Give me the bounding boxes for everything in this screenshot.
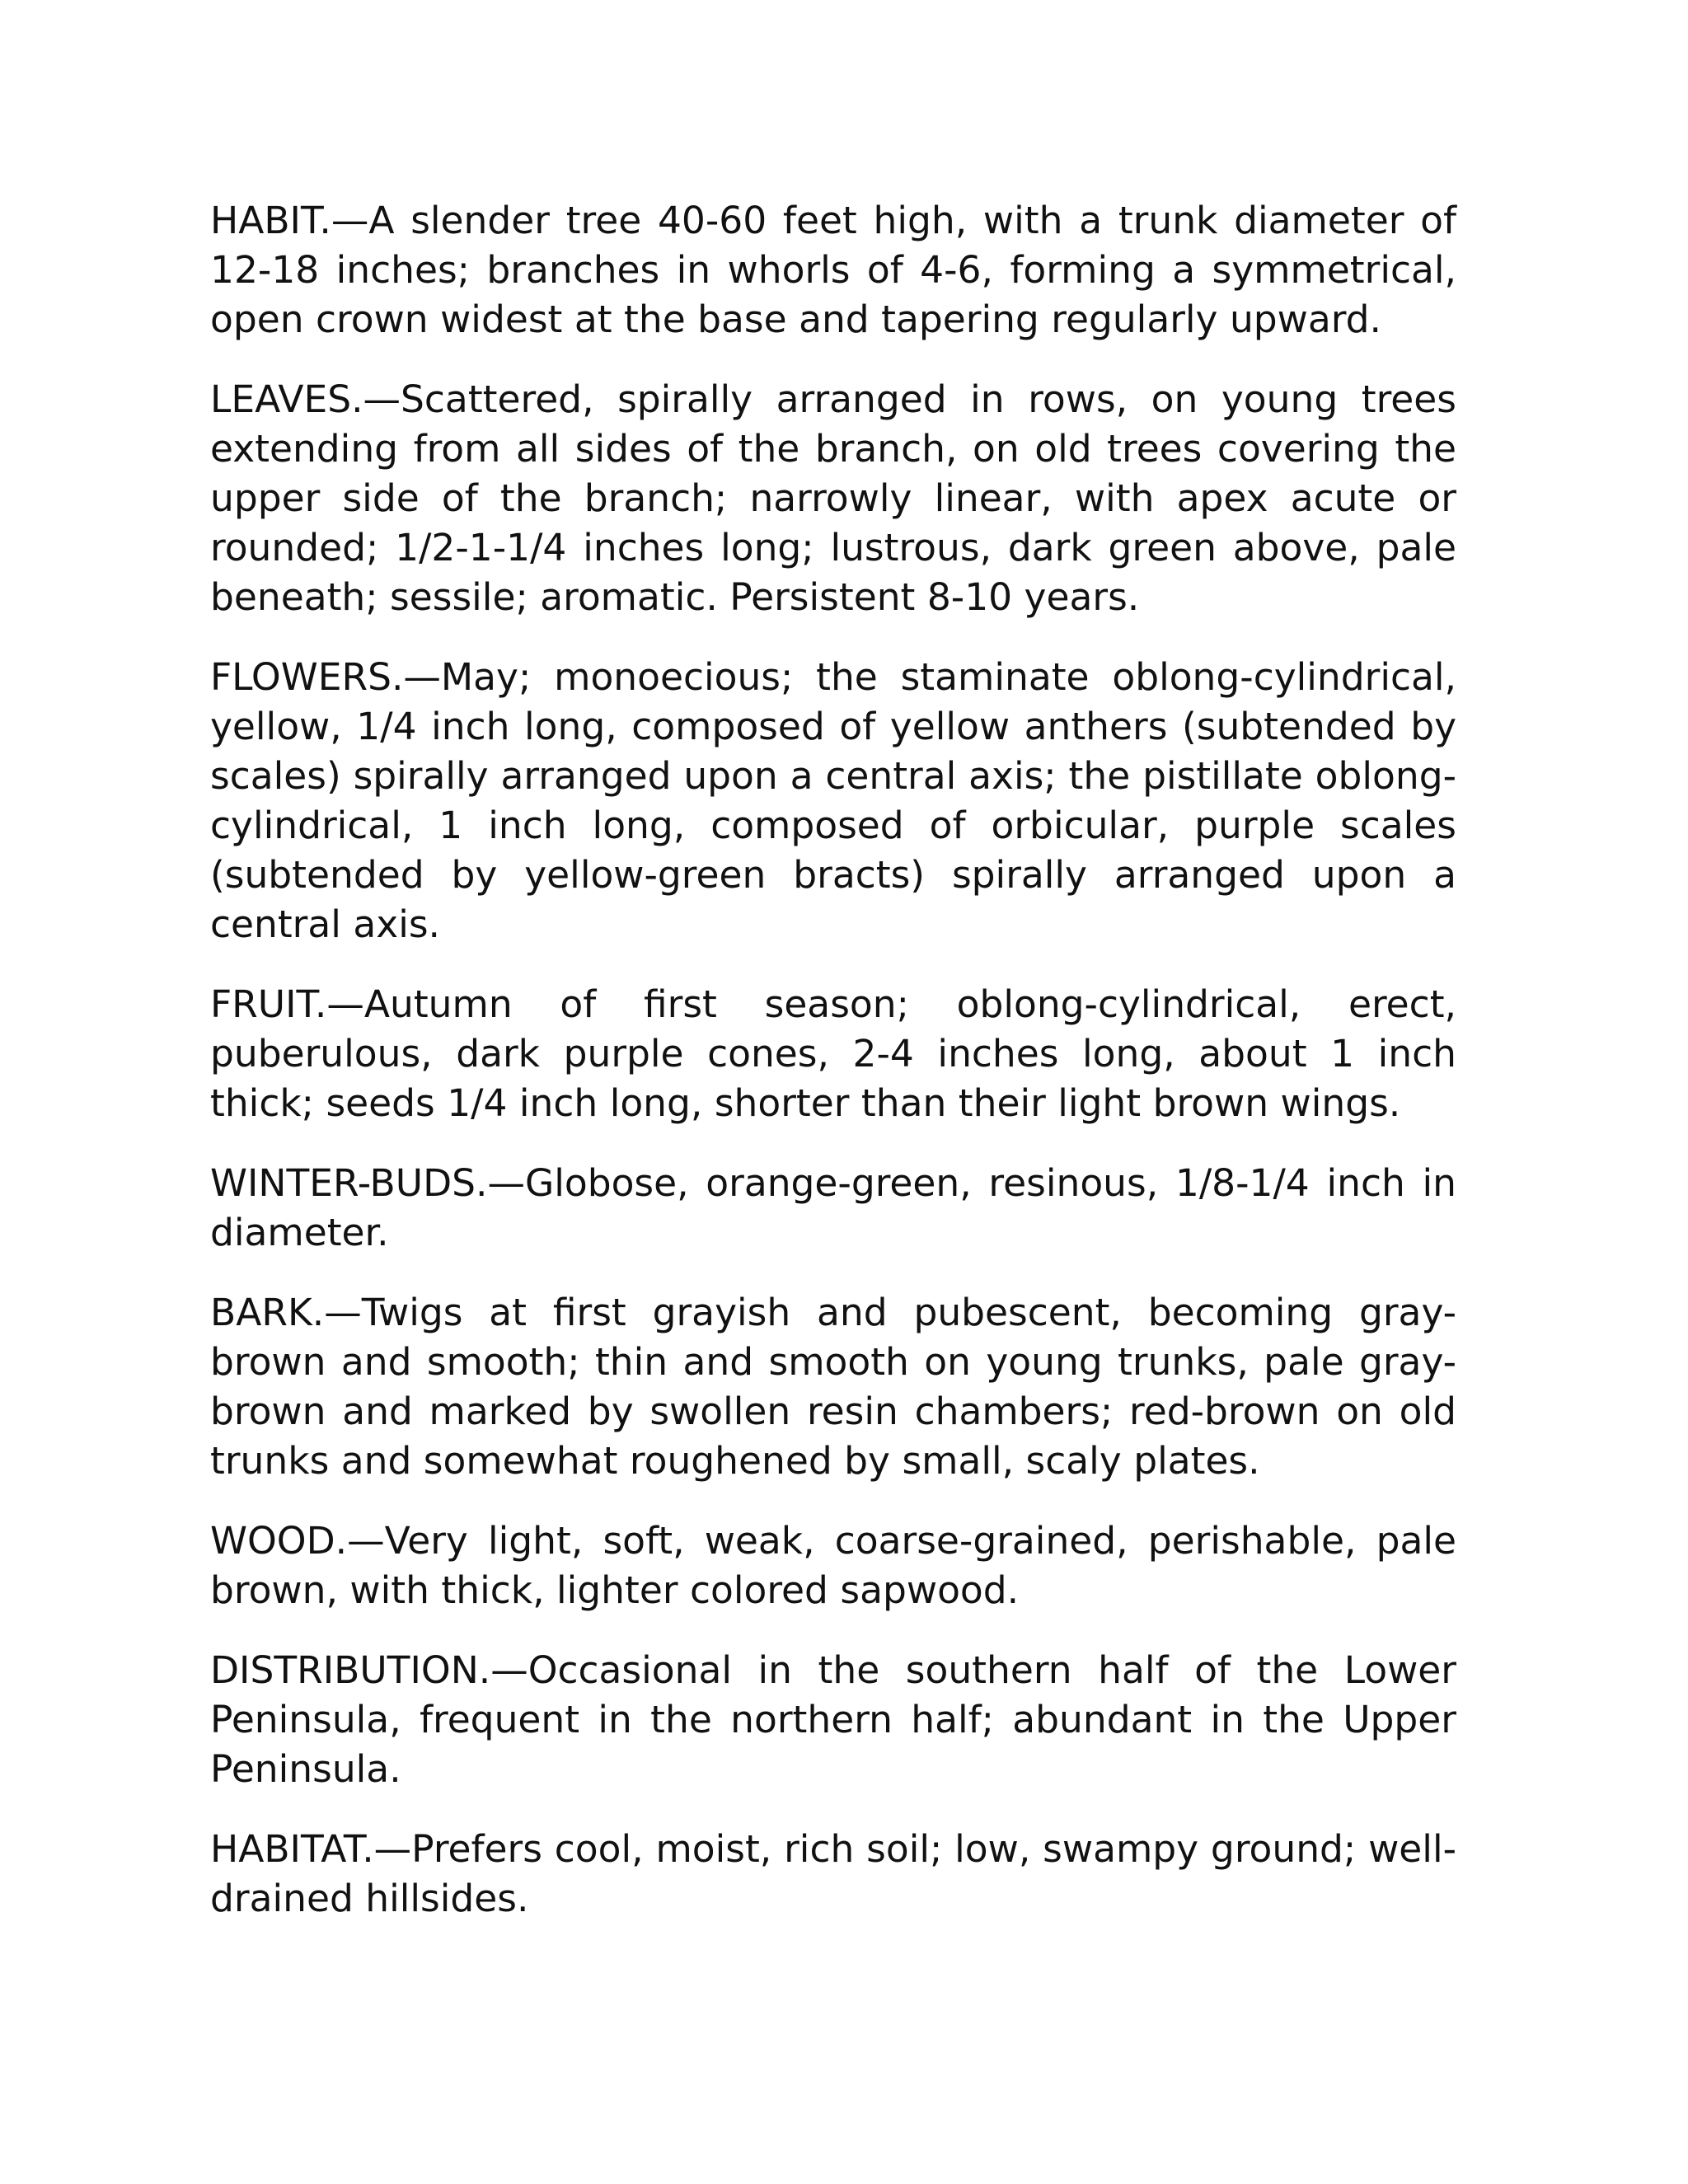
distribution-paragraph: DISTRIBUTION.—Occasional in the southern half of the Lower Peninsula, frequent in the northern half; abundant in the Upper Peninsula. (210, 1648, 1456, 1791)
flowers-paragraph: FLOWERS.—May; monoecious; the staminate oblong-cylindrical, yellow, 1/4 inch long, composed of yellow anthers (subtended by scales) spirally arranged upon a central axis; the pistillate oblong-cylindrical, 1 inch long, composed of orbicular, purple scales (subtended by yellow-green bracts) spirally arranged upon a central axis. (210, 655, 1456, 946)
document-page (210, 196, 1456, 1954)
fruit-paragraph: FRUIT.—Autumn of first season; oblong-cylindrical, erect, puberulous, dark purple cones, 2-4 inches long, about 1 inch thick; seeds 1/4 inch long, shorter than their light brown wings. (210, 982, 1456, 1125)
winter-buds-paragraph: WINTER-BUDS.—Globose, orange-green, resinous, 1/8-1/4 inch in diameter. (210, 1161, 1456, 1254)
habit-paragraph: HABIT.—A slender tree 40-60 feet high, with a trunk diameter of 12-18 inches; branches in whorls of 4-6, forming a symmetrical, open crown widest at the base and tapering regularly upward. (210, 199, 1456, 341)
wood-paragraph: WOOD.—Very light, soft, weak, coarse-grained, perishable, pale brown, with thick, lighter colored sapwood. (210, 1519, 1456, 1612)
leaves-paragraph: LEAVES.—Scattered, spirally arranged in rows, on young trees extending from all sides of the branch, on old trees covering the upper side of the branch; narrowly linear, with apex acute or rounded; 1/2-1-1/4 inches long; lustrous, dark green above, pale beneath; sessile; aromatic. Persistent 8-10 years. (210, 377, 1456, 619)
bark-paragraph: BARK.—Twigs at first grayish and pubescent, becoming gray-brown and smooth; thin and smooth on young trunks, pale gray-brown and marked by swollen resin chambers; red-brown on old trunks and somewhat roughened by small, scaly plates. (210, 1291, 1456, 1483)
habitat-paragraph: HABITAT.—Prefers cool, moist, rich soil; low, swampy ground; well-drained hillsides. (210, 1827, 1456, 1920)
